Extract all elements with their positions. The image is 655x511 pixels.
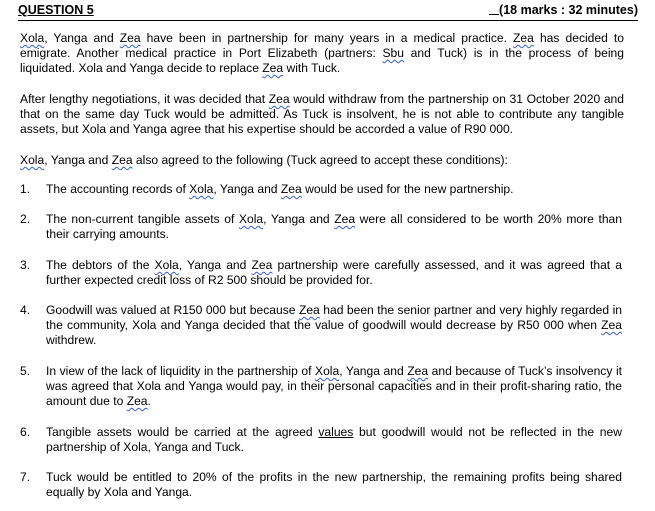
text-span: partnership were carefully assessed, and it was agreed that a further expected credit loss of R2 500 should be provided for. [46, 258, 623, 287]
name-xola: Xola [20, 153, 45, 167]
item-text [46, 212, 622, 242]
text-span: Tuck would be entitled to 20% of the profits in the new partnership, the remaining profits being shared equally by Xola and Yanga. [46, 470, 622, 499]
text-span: , Yanga and [339, 364, 408, 378]
text-span: has decided to emigrate. Another medical practice in Port Elizabeth (partners: [20, 31, 624, 60]
text-span: with Tuck. [283, 61, 341, 75]
name-zea: Zea [262, 61, 284, 75]
agreement-intro [20, 153, 624, 168]
text-span: , Yanga and [44, 31, 120, 45]
name-xola: Xola [20, 31, 45, 45]
item-number: 5. [20, 364, 31, 378]
text-span: had been the senior partner and very highly regarded in the community, Xola and Yanga decided that the value of goodwill would decrease by R50 000 when [46, 303, 622, 332]
item-number: 2. [20, 212, 31, 226]
text-span: and Tuck) is in the process of being liquidated. Xola and Yanga decide to replace [20, 46, 624, 75]
text-span: , Yanga and [44, 153, 112, 167]
item-number: 6. [20, 425, 31, 439]
item-text [46, 182, 622, 197]
text-span: would be used for the new partnership. [301, 182, 514, 196]
name-sbu: Sbu [382, 46, 405, 60]
item-number: 7. [20, 470, 31, 484]
item-text [46, 470, 622, 500]
item-text [46, 364, 622, 409]
question-title: QUESTION 5 [18, 3, 94, 17]
item-text [46, 258, 622, 288]
negotiation-paragraph [20, 92, 624, 137]
item-number: 4. [20, 303, 31, 317]
name-zea: Zea [298, 303, 320, 317]
text-span: , Yanga and [213, 182, 281, 196]
text-span: In view of the lack of liquidity in the partnership of [46, 364, 315, 378]
name-zea: Zea [280, 182, 302, 196]
text-span: were all considered to be worth 20% more than their carrying amounts. [46, 212, 623, 241]
question-header [18, 2, 638, 21]
text-span: Tangible assets would be carried at the agreed [46, 425, 319, 439]
item-text [46, 303, 622, 348]
name-zea: Zea [601, 318, 622, 332]
text-span: Goodwill was valued at R150 000 but because [46, 303, 299, 317]
text-span: The debtors of the [46, 258, 155, 272]
text-span: After lengthy negotiations, it was decided that [20, 92, 269, 106]
name-zea: Zea [126, 394, 148, 408]
item-number: 1. [20, 182, 31, 196]
item-number: 3. [20, 258, 31, 272]
text-span: also agreed to the following (Tuck agreed to accept these conditions): [132, 153, 508, 167]
name-zea: Zea [268, 92, 290, 106]
text-span: and because of Tuck’s insolvency it was agreed that Xola and Yanga would pay, in their personal capacities and in their profit-sharing ratio, the amount due to [46, 364, 622, 408]
name-zea: Zea [407, 364, 429, 378]
text-span: The accounting records of [46, 182, 190, 196]
marks-allocation: (18 marks : 32 minutes) [499, 3, 638, 17]
item-text [46, 425, 622, 455]
text-span: . [147, 394, 151, 408]
name-xola: Xola [189, 182, 214, 196]
text-span: withdrew. [46, 333, 97, 347]
text-span: but goodwill would not be reflected in the new partnership of Xola, Yanga and Tuck. [46, 425, 622, 454]
name-zea: Zea [251, 258, 273, 272]
text-span: would withdraw from the partnership on 31 October 2020 and that on the same day Tuck would be admitted. As Tuck is insolvent, he is not able to contribute any tangible assets, but Xola and Yanga agree that his expertise should be accorded a value of R90 000. [20, 92, 624, 136]
text-span: , Yanga and [178, 258, 252, 272]
underlined-word: values [318, 425, 354, 439]
name-xola: Xola [238, 212, 264, 226]
name-zea: Zea [334, 212, 356, 226]
text-span: The non-current tangible assets of [46, 212, 239, 226]
name-zea: Zea [119, 31, 141, 45]
name-xola: Xola [315, 364, 340, 378]
text-span: have been in partnership for many years in a medical practice. [140, 31, 514, 45]
name-zea: Zea [513, 31, 534, 45]
name-xola: Xola [154, 258, 179, 272]
intro-paragraph [20, 31, 624, 76]
name-zea: Zea [111, 153, 133, 167]
text-span: , Yanga and [263, 212, 335, 226]
